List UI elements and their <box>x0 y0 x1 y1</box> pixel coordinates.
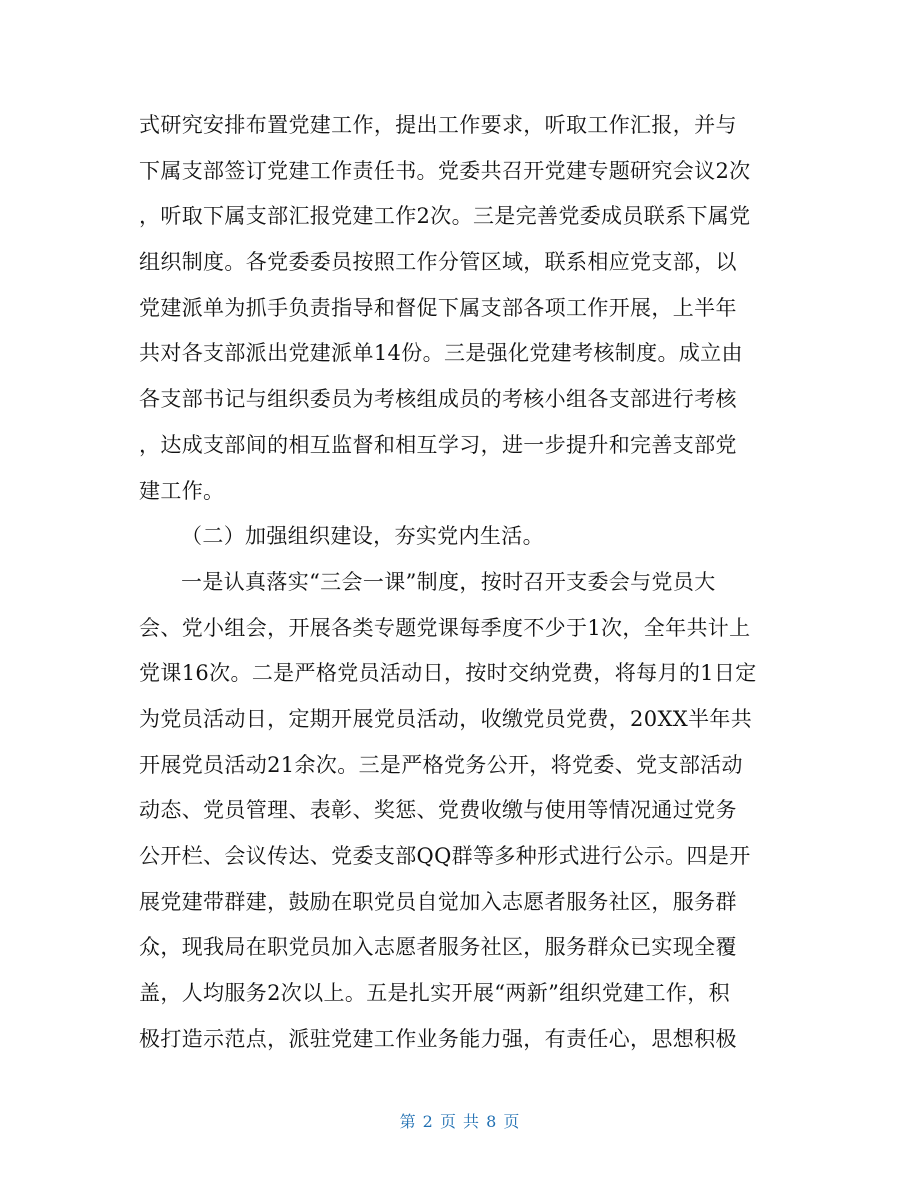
document-body <box>139 103 789 1062</box>
body-line: ，听取下属支部汇报党建工作2次。三是完善党委成员联系下属党 <box>139 204 751 229</box>
body-line: 众，现我局在职党员加入志愿者服务社区，服务群众已实现全覆 <box>139 935 737 960</box>
body-line: 共对各支部派出党建派单14份。三是强化党建考核制度。成立由 <box>139 341 743 366</box>
body-line: 建工作。 <box>139 478 225 503</box>
body-line: 各支部书记与组织委员为考核组成员的考核小组各支部进行考核 <box>139 387 737 412</box>
body-line: 盖，人均服务2次以上。五是扎实开展“两新”组织党建工作，积 <box>139 981 730 1006</box>
body-line: 组织制度。各党委委员按照工作分管区域，联系相应党支部，以 <box>139 250 737 275</box>
body-line: 党课16次。二是严格党员活动日，按时交纳党费，将每月的1日定 <box>139 661 757 686</box>
body-line: 展党建带群建，鼓励在职党员自觉加入志愿者服务社区，服务群 <box>139 889 737 914</box>
page-number-footer: 第 2 页 共 8 页 <box>399 1112 521 1131</box>
section-heading: （二）加强组织建设，夯实党内生活。 <box>181 524 544 549</box>
body-line: 式研究安排布置党建工作，提出工作要求，听取工作汇报，并与 <box>139 113 737 137</box>
body-line: 动态、党员管理、表彰、奖惩、党费收缴与使用等情况通过党务 <box>139 798 737 823</box>
body-line: 会、党小组会，开展各类专题党课每季度不少于1次，全年共计上 <box>139 615 751 640</box>
body-line: 一是认真落实“三会一课”制度，按时召开支委会与党员大 <box>181 569 716 594</box>
body-line: 下属支部签订党建工作责任书。党委共召开党建专题研究会议2次 <box>139 158 751 183</box>
body-line: 党建派单为抓手负责指导和督促下属支部各项工作开展，上半年 <box>139 295 737 320</box>
body-line: 为党员活动日，定期开展党员活动，收缴党员党费，20XX半年共 <box>139 706 753 731</box>
body-line: 公开栏、会议传达、党委支部QQ群等多种形式进行公示。四是开 <box>139 844 751 868</box>
body-line: 极打造示范点，派驻党建工作业务能力强，有责任心，思想积极 <box>139 1026 737 1051</box>
body-line: ，达成支部间的相互监督和相互学习，进一步提升和完善支部党 <box>139 432 737 457</box>
body-line: 开展党员活动21余次。三是严格党务公开，将党委、党支部活动 <box>139 752 743 777</box>
